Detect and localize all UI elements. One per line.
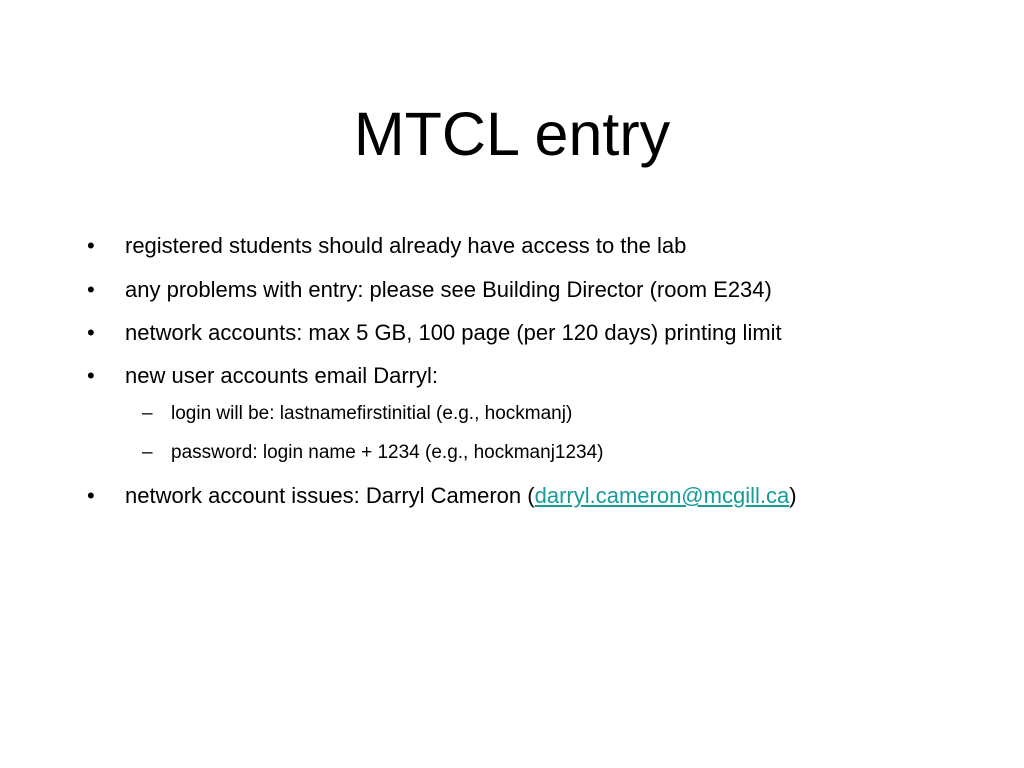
bullet-icon: • bbox=[87, 363, 95, 388]
bullet-text bbox=[125, 482, 797, 510]
bullet-icon: • bbox=[87, 320, 95, 345]
bullet-text: any problems with entry: please see Building Director (room E234) bbox=[125, 277, 772, 302]
slide-title: MTCL entry bbox=[353, 100, 671, 168]
bullet-text: network accounts: max 5 GB, 100 page (per 120 days) printing limit bbox=[125, 320, 782, 345]
dash-icon: – bbox=[142, 442, 153, 463]
bullet-icon: • bbox=[87, 277, 95, 302]
email-link[interactable]: darryl.cameron@mcgill.ca bbox=[534, 483, 790, 508]
bullet-text: new user accounts email Darryl: bbox=[125, 363, 439, 388]
sub-bullet-text: password: login name + 1234 (e.g., hockmanj1234) bbox=[171, 442, 604, 463]
sub-bullet-text: login will be: lastnamefirstinitial (e.g., hockmanj) bbox=[171, 403, 573, 424]
bullet-icon: • bbox=[87, 483, 95, 508]
bullet-icon: • bbox=[87, 233, 95, 258]
bullet-text: registered students should already have access to the lab bbox=[125, 233, 687, 258]
contact-suffix: ) bbox=[789, 483, 797, 508]
contact-prefix: network account issues: Darryl Cameron ( bbox=[125, 483, 535, 508]
dash-icon: – bbox=[142, 403, 153, 424]
